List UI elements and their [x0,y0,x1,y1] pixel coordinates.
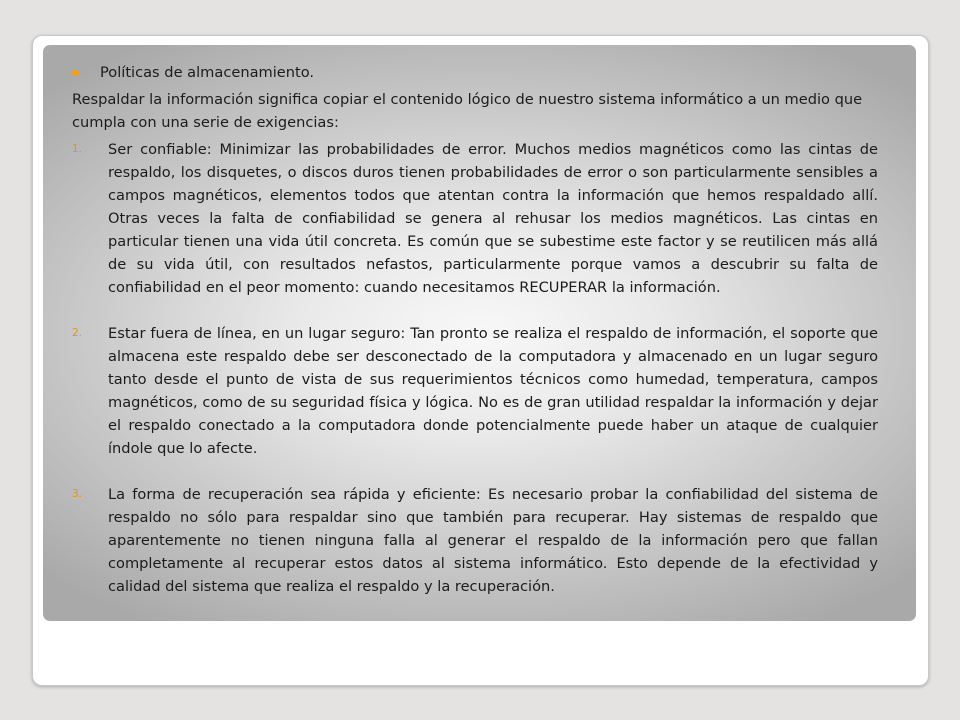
list-item-number: 2. [72,327,83,339]
list-item-text: Estar fuera de línea, en un lugar seguro: Tan pronto se realiza el respaldo de información, el soporte que almacena este respaldo debe ser desconectado de la computadora y almacenado en un lugar seguro tanto desde el punto de vista de sus requerimientos técnicos como humedad, temperatura, campos magnéticos, como de su seguridad física y lógica. No es de gran utilidad respaldar la información y dejar el respaldo conectado a la computadora donde potencialmente puede haber un ataque de cualquier índole que lo afecte. [108,325,878,457]
list-item [72,322,878,460]
intro-paragraph: Respaldar la información significa copiar el contenido lógico de nuestro sistema informático a un medio que cumpla con una serie de exigencias: [72,91,863,131]
list-item [72,138,878,299]
list-item-number: 1. [72,143,83,155]
list-item-number: 3. [72,488,83,500]
list-item [72,483,878,598]
numbered-list [72,138,878,598]
content-panel [43,45,916,621]
bullet-heading [72,61,878,84]
list-item-text: Ser confiable: Minimizar las probabilidades de error. Muchos medios magnéticos como las cintas de respaldo, los disquetes, o discos duros tienen probabilidades de error o son particularmente sensibles a campos magnéticos, elementos todos que atentan contra la información que hemos respaldado allí. Otras veces la falta de confiabilidad se genera al rehusar los medios magnéticos. Las cintas en particular tienen una vida útil concreta. Es común que se subestime este factor y se reutilicen más allá de su vida útil, con resultados nefastos, particularmente porque vamos a descubrir su falta de confiabilidad en el peor momento: cuando necesitamos RECUPERAR la información. [108,141,878,296]
bullet-dot-icon [72,69,79,76]
bullet-heading-text: Políticas de almacenamiento. [100,64,315,81]
list-item-text: La forma de recuperación sea rápida y eficiente: Es necesario probar la confiabilidad del sistema de respaldo no sólo para respaldar sino que también para recuperar. Hay sistemas de respaldo que aparentemente no tienen ninguna falla al generar el respaldo de la información pero que fallan completamente al recuperar estos datos al sistema informático. Esto depende de la efectividad y calidad del sistema que realiza el respaldo y la recuperación. [108,486,878,595]
